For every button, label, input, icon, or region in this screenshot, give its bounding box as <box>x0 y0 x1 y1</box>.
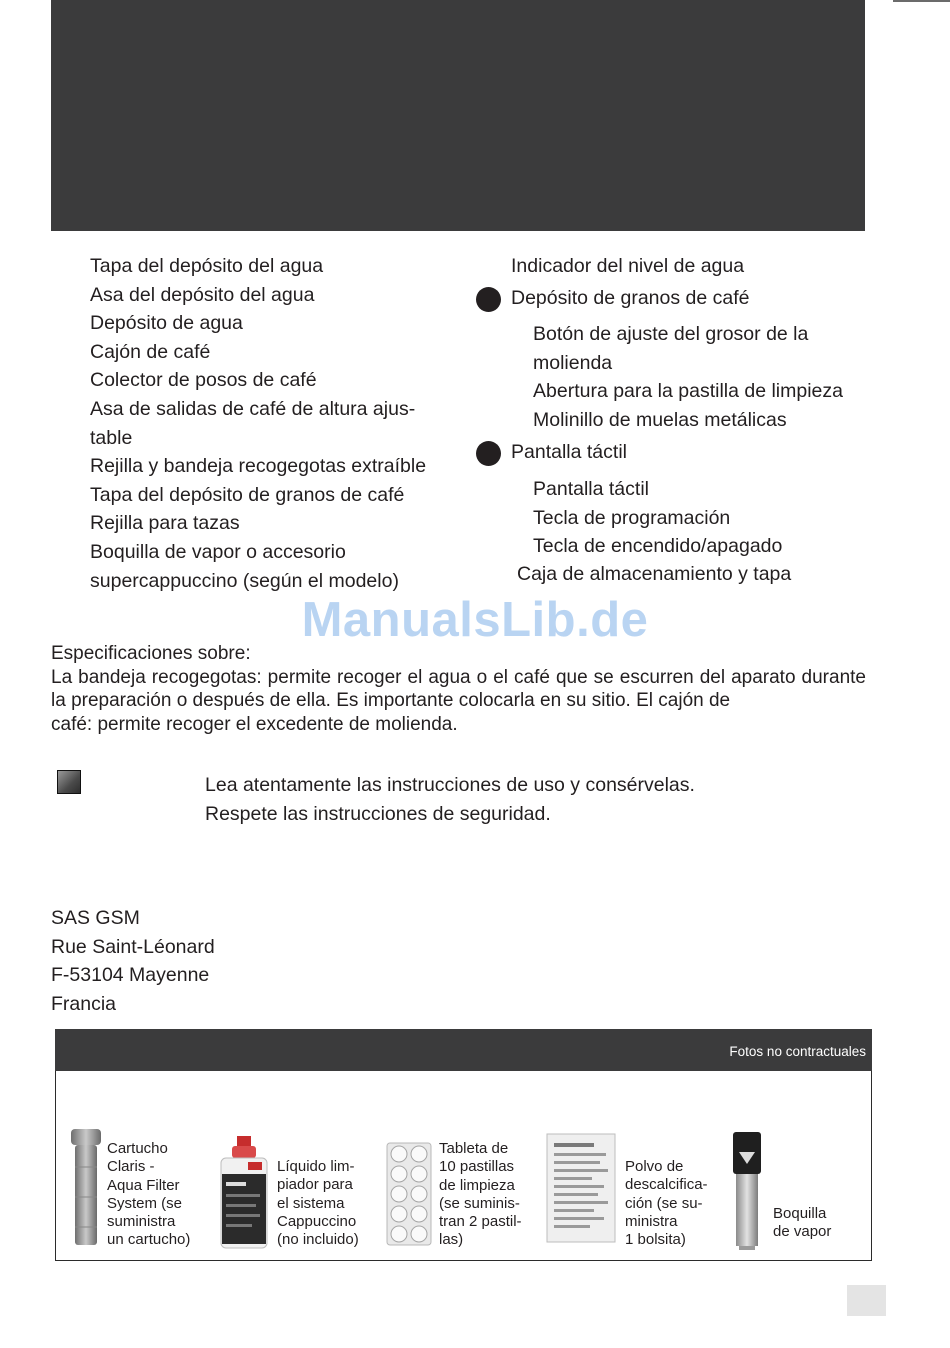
manufacturer-address <box>51 904 215 1018</box>
part-item: Asa del depósito del agua <box>90 283 315 306</box>
parts-list-left <box>90 252 426 595</box>
accessory-label: Boquilla de vapor <box>773 1205 832 1241</box>
accessory-label: Líquido lim- piador para el sistema Cappuccino (no incluido) <box>277 1158 359 1249</box>
top-rule <box>893 0 950 2</box>
specifications <box>51 642 866 736</box>
address-line: F-53104 Mayenne <box>51 964 210 987</box>
part-item: Rejilla y bandeja recogegotas extraíble <box>90 455 427 478</box>
watermark: ManualsLib.de <box>301 593 649 647</box>
steam-nozzle-image <box>727 1124 767 1252</box>
warning-line: Respete las instrucciones de seguridad. <box>205 802 551 825</box>
spec-body-last: café: permite recoger el excedente de molienda. <box>51 713 458 735</box>
address-line: SAS GSM <box>51 907 140 929</box>
sub-item: Abertura para la pastilla de limpieza <box>533 380 844 403</box>
cleaning-liquid-bottle-image <box>218 1134 270 1250</box>
descaling-powder-sachet-image <box>546 1133 616 1243</box>
photos-disclaimer: Fotos no contractuales <box>729 1044 866 1059</box>
accessory-label: Cartucho Claris - Aqua Filter System (se suministra un cartucho) <box>107 1140 191 1249</box>
warning-text <box>205 771 695 828</box>
part-bean-tank: Depósito de granos de café <box>511 287 750 309</box>
part-storage-box: Caja de almacenamiento y tapa <box>517 563 792 585</box>
sub-item: Tecla de encendido/apagado <box>533 535 783 558</box>
spec-heading: Especificaciones sobre: <box>51 643 251 664</box>
sub-item: Botón de ajuste del grosor de la <box>533 323 809 345</box>
bean-tank-sublist <box>533 320 843 434</box>
part-touch-panel: Pantalla táctil <box>511 441 627 463</box>
part-item: Tapa del depósito de granos de café <box>90 483 405 506</box>
part-item: table <box>90 426 133 449</box>
part-item: Rejilla para tazas <box>90 512 240 535</box>
warning-square-icon <box>57 770 81 794</box>
page-number-marker <box>847 1285 886 1316</box>
address-line: Francia <box>51 992 117 1015</box>
accessory-label: Polvo de descalcifica- ción (se su- ministra 1 bolsita) <box>625 1158 708 1249</box>
accessory-label: Tableta de 10 pastillas de limpieza (se suminis- tran 2 pastil- las) <box>439 1140 522 1249</box>
sub-item: molienda <box>533 351 613 374</box>
part-item: Asa de salidas de café de altura ajus- <box>90 397 416 420</box>
part-item: Colector de posos de café <box>90 369 317 392</box>
address-line: Rue Saint-Léonard <box>51 935 215 958</box>
cleaning-tablets-image <box>386 1142 432 1246</box>
part-item: supercappuccino (según el modelo) <box>90 569 399 592</box>
part-item: Tapa del depósito del agua <box>90 255 324 277</box>
touch-panel-sublist <box>533 475 782 561</box>
bullet-dot-icon <box>476 441 501 466</box>
part-item: Boquilla de vapor o accesorio <box>90 540 346 563</box>
warning-line: Lea atentamente las instrucciones de uso y consérvelas. <box>205 774 695 796</box>
bullet-dot-icon <box>476 287 501 312</box>
spec-body: La bandeja recogegotas: permite recoger el agua o el café que se escurren del aparato durante la preparación o después de ella. Es importante colocarla en su sitio. El cajón de <box>51 666 866 712</box>
sub-item: Molinillo de muelas metálicas <box>533 408 787 431</box>
sub-item: Tecla de programación <box>533 506 731 529</box>
filter-cartridge-image <box>66 1127 106 1249</box>
part-item: Cajón de café <box>90 340 211 363</box>
part-item: Depósito de agua <box>90 312 243 335</box>
sub-item: Pantalla táctil <box>533 478 649 500</box>
part-water-indicator: Indicador del nivel de agua <box>511 255 745 277</box>
header-block <box>51 0 865 231</box>
